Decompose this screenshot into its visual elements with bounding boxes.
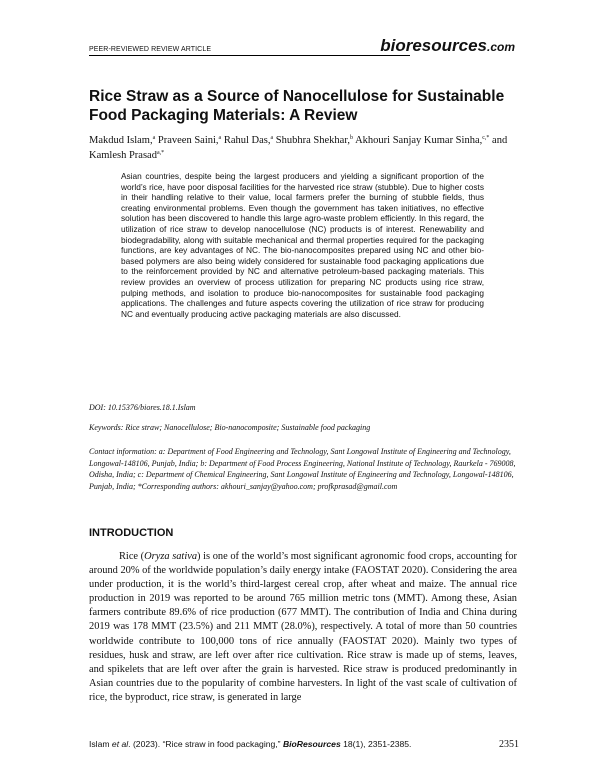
journal-logo-suffix: .com	[486, 40, 515, 54]
author-affiliation: c,*	[482, 135, 490, 141]
contact-information: Contact information: a: Department of Food Engineering and Technology, Sant Longowal Institute of Engineering and Technology, Longowal-148106, Punjab, India; b: Department of Food Process Engineering, National Institute of Technology, Raurkela - 769008, Odisha, India; c: Department of Chemical Engineering, Sant Longowal Institute of Engineering and Technology, Longowal-148106, Punjab, India; *Corresponding authors: akhouri_sanjay@yahoo.com; profkprasad@gmail.com	[89, 447, 516, 492]
journal-section-label: PEER-REVIEWED REVIEW ARTICLE	[89, 46, 212, 53]
author-name: Shubhra Shekhar,	[275, 135, 351, 146]
doi-line: DOI: 10.15376/biores.18.1.Islam	[89, 403, 196, 412]
author-name: Akhouri Sanjay Kumar Sinha,	[355, 135, 483, 146]
article-title: Rice Straw as a Source of Nanocellulose for Sustainable Food Packaging Materials: A Review	[89, 88, 505, 124]
citation-author: Islam	[89, 739, 112, 749]
abstract: Asian countries, despite being the largest producers and yielding a significant proportion of the world’s rice, have poor disposal facilities for the harvested rice straw (stubble). Due to higher costs in their handling relative to their value, local farmers prefer the burning of stubble fields, thus creating environmental problems. Even though the government has taken initiatives, no effective solution has been discovered to handle this large agro-waste problem efficiently. In this regard, the utilization of rice straw to develop nanocellulose (NC) products is of interest. Renewability and biodegradability, along with suitable mechanical and thermal properties required for the packaging functions, are key advantages of NC. The bio-nanocomposites prepared using NC and other bio-based polymers are also being widely considered for sustainable food packaging applications due to the reinforcement provided by NC and alternative petroleum-based packaging materials. This review provides an overview of process utilization for preparing NC products using rice straw, pulping methods, and isolation to produce bio-nanocomposites for sustainable food packaging applications. The challenges and future aspects covering the utilization of rice straw for producing NC and eventually producing active packaging materials are also discussed.	[121, 171, 484, 319]
author-name: Rahul Das,	[223, 135, 271, 146]
author-list	[89, 133, 519, 163]
journal-logo	[380, 36, 515, 56]
author-name: Praveen Saini,	[157, 135, 219, 146]
author-affiliation: a	[218, 135, 222, 141]
citation-title: . (2023). “Rice straw in food packaging,”	[128, 739, 283, 749]
author-affiliation: a	[152, 135, 156, 141]
citation-etal: et al	[111, 739, 129, 749]
intro-text-start: Rice (	[119, 551, 145, 562]
author-4	[355, 135, 489, 146]
page-number: 2351	[499, 739, 519, 750]
author-1	[158, 135, 221, 146]
author-affiliation: a	[270, 135, 274, 141]
author-name: and Kamlesh Prasad	[89, 135, 508, 161]
species-name: Oryza sativa	[144, 551, 198, 562]
author-affiliation: a,*	[156, 150, 165, 156]
author-0	[89, 135, 155, 146]
citation-volume: 18(1), 2351-2385.	[340, 739, 412, 749]
author-3	[276, 135, 353, 146]
footer-citation	[89, 739, 411, 749]
intro-text-rest: ) is one of the world’s most significant agronomic food crops, accounting for around 20% of the worldwide population’s daily energy intake (FAOSTAT 2020). Considering the area under production, it is the world’s third-largest cereal crop, after wheat and maize. The annual rice production in 2019 was reported to be around 765 million metric tons (MMT). Among these, Asian farmers contribute 89.6% of rice production (677 MMT). The contribution of India and China during 2019 was 178 MMT (23.5%) and 211 MMT (28.0%), respectively. A total of more than 50 countries worldwide contribute to 100,000 tons of rice annually (FAOSTAT 2020). Mainly two types of residues, husk and straw, are left over after rice cultivation. Rice straw is made up of stems, leaves, and spikelets that are left over after the grain is harvested. Rice straw is produced predominantly in Asian countries due to the popularity of combine harvesters. In light of the vast scale of cultivation of rice, the byproduct, rice straw, is generated in large	[89, 551, 517, 703]
citation-journal: BioResources	[282, 739, 341, 749]
page-footer	[89, 739, 519, 749]
introduction-paragraph	[89, 550, 517, 705]
author-name: Makdud Islam,	[89, 135, 153, 146]
section-heading-introduction: INTRODUCTION	[89, 527, 174, 539]
journal-logo-main: bioresources	[380, 36, 487, 55]
author-affiliation: b	[350, 135, 354, 141]
running-header	[89, 32, 515, 56]
header-rule	[89, 55, 410, 56]
keywords-line: Keywords: Rice straw; Nanocellulose; Bio-nanocomposite; Sustainable food packaging	[89, 423, 371, 432]
author-2	[224, 135, 273, 146]
